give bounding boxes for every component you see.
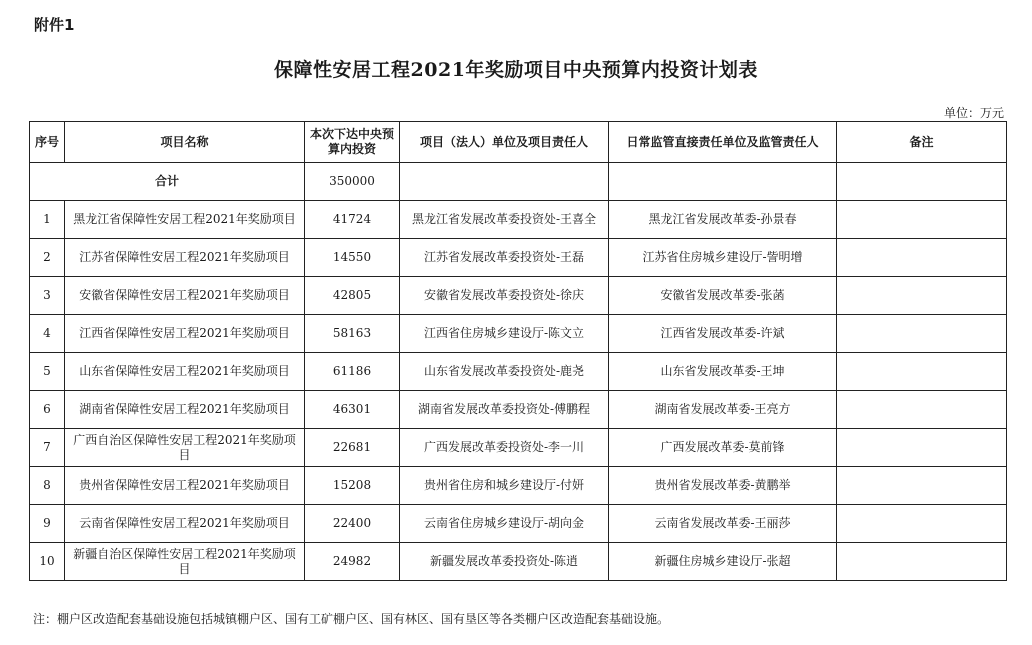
cell-supervisor: 广西发展改革委-莫前锋: [609, 429, 837, 467]
document-title: 保障性安居工程2021年奖励项目中央预算内投资计划表: [274, 59, 758, 81]
unit-label: 单位：万元: [943, 106, 1004, 120]
cell-remarks: [837, 505, 1007, 543]
cell-project-name: 贵州省保障性安居工程2021年奖励项目: [65, 467, 305, 505]
cell-supervisor: 贵州省发展改革委-黄鹏举: [609, 467, 837, 505]
header-budget: 本次下达中央预算内投资: [305, 122, 400, 163]
cell-project-name: 湖南省保障性安居工程2021年奖励项目: [65, 391, 305, 429]
cell-owner: 新疆发展改革委投资处-陈逍: [400, 543, 609, 581]
total-supervisor-cell: [609, 163, 837, 201]
total-owner-cell: [400, 163, 609, 201]
table-row: [30, 353, 1007, 391]
cell-remarks: [837, 201, 1007, 239]
header-project-name: 项目名称: [65, 122, 305, 163]
cell-budget: 15208: [305, 467, 400, 505]
cell-budget: 24982: [305, 543, 400, 581]
cell-project-name: 广西自治区保障性安居工程2021年奖励项目: [65, 429, 305, 467]
cell-supervisor: 黑龙江省发展改革委-孙景春: [609, 201, 837, 239]
table-body: [30, 163, 1007, 581]
cell-supervisor: 江西省发展改革委-许斌: [609, 315, 837, 353]
cell-supervisor: 云南省发展改革委-王丽莎: [609, 505, 837, 543]
cell-budget: 22400: [305, 505, 400, 543]
cell-remarks: [837, 391, 1007, 429]
cell-supervisor: 山东省发展改革委-王坤: [609, 353, 837, 391]
table-header: [30, 122, 1007, 163]
cell-remarks: [837, 543, 1007, 581]
cell-supervisor: 江苏省住房城乡建设厅-訾明增: [609, 239, 837, 277]
total-budget: 350000: [305, 163, 400, 201]
cell-no: 1: [30, 201, 65, 239]
table-row: [30, 201, 1007, 239]
cell-owner: 山东省发展改革委投资处-鹿尧: [400, 353, 609, 391]
cell-project-name: 江苏省保障性安居工程2021年奖励项目: [65, 239, 305, 277]
cell-project-name: 安徽省保障性安居工程2021年奖励项目: [65, 277, 305, 315]
cell-budget: 22681: [305, 429, 400, 467]
investment-plan-table: [29, 121, 1007, 581]
cell-budget: 41724: [305, 201, 400, 239]
cell-owner: 广西发展改革委投资处-李一川: [400, 429, 609, 467]
table-row: [30, 277, 1007, 315]
table-row: [30, 239, 1007, 277]
total-label: 合计: [30, 163, 305, 201]
cell-no: 4: [30, 315, 65, 353]
table-row: [30, 543, 1007, 581]
cell-budget: 14550: [305, 239, 400, 277]
cell-project-name: 江西省保障性安居工程2021年奖励项目: [65, 315, 305, 353]
attachment-label: 附件1: [34, 16, 75, 34]
total-row: [30, 163, 1007, 201]
cell-supervisor: 安徽省发展改革委-张菡: [609, 277, 837, 315]
cell-owner: 安徽省发展改革委投资处-徐庆: [400, 277, 609, 315]
cell-owner: 湖南省发展改革委投资处-傅鹏程: [400, 391, 609, 429]
cell-remarks: [837, 353, 1007, 391]
cell-supervisor: 新疆住房城乡建设厅-张超: [609, 543, 837, 581]
cell-no: 2: [30, 239, 65, 277]
cell-project-name: 云南省保障性安居工程2021年奖励项目: [65, 505, 305, 543]
header-owner: 项目（法人）单位及项目责任人: [400, 122, 609, 163]
cell-remarks: [837, 467, 1007, 505]
cell-project-name: 山东省保障性安居工程2021年奖励项目: [65, 353, 305, 391]
table-row: [30, 429, 1007, 467]
header-no: 序号: [30, 122, 65, 163]
cell-project-name: 黑龙江省保障性安居工程2021年奖励项目: [65, 201, 305, 239]
table-row: [30, 467, 1007, 505]
cell-owner: 贵州省住房和城乡建设厅-付妍: [400, 467, 609, 505]
table-row: [30, 315, 1007, 353]
table-row: [30, 505, 1007, 543]
header-row: [30, 122, 1007, 163]
cell-budget: 42805: [305, 277, 400, 315]
cell-no: 5: [30, 353, 65, 391]
cell-owner: 江西省住房城乡建设厅-陈文立: [400, 315, 609, 353]
cell-owner: 黑龙江省发展改革委投资处-王喜全: [400, 201, 609, 239]
footnote: 注：棚户区改造配套基础设施包括城镇棚户区、国有工矿棚户区、国有林区、国有垦区等各类棚户区改造配套基础设施。: [33, 612, 670, 626]
cell-no: 9: [30, 505, 65, 543]
cell-remarks: [837, 429, 1007, 467]
cell-remarks: [837, 315, 1007, 353]
table-row: [30, 391, 1007, 429]
cell-no: 3: [30, 277, 65, 315]
cell-remarks: [837, 277, 1007, 315]
cell-no: 7: [30, 429, 65, 467]
cell-remarks: [837, 239, 1007, 277]
cell-supervisor: 湖南省发展改革委-王亮方: [609, 391, 837, 429]
total-remarks-cell: [837, 163, 1007, 201]
cell-owner: 江苏省发展改革委投资处-王磊: [400, 239, 609, 277]
cell-budget: 61186: [305, 353, 400, 391]
cell-no: 6: [30, 391, 65, 429]
cell-budget: 58163: [305, 315, 400, 353]
cell-no: 10: [30, 543, 65, 581]
cell-owner: 云南省住房城乡建设厅-胡向金: [400, 505, 609, 543]
header-remarks: 备注: [837, 122, 1007, 163]
header-supervisor: 日常监管直接责任单位及监管责任人: [609, 122, 837, 163]
cell-no: 8: [30, 467, 65, 505]
cell-budget: 46301: [305, 391, 400, 429]
cell-project-name: 新疆自治区保障性安居工程2021年奖励项目: [65, 543, 305, 581]
